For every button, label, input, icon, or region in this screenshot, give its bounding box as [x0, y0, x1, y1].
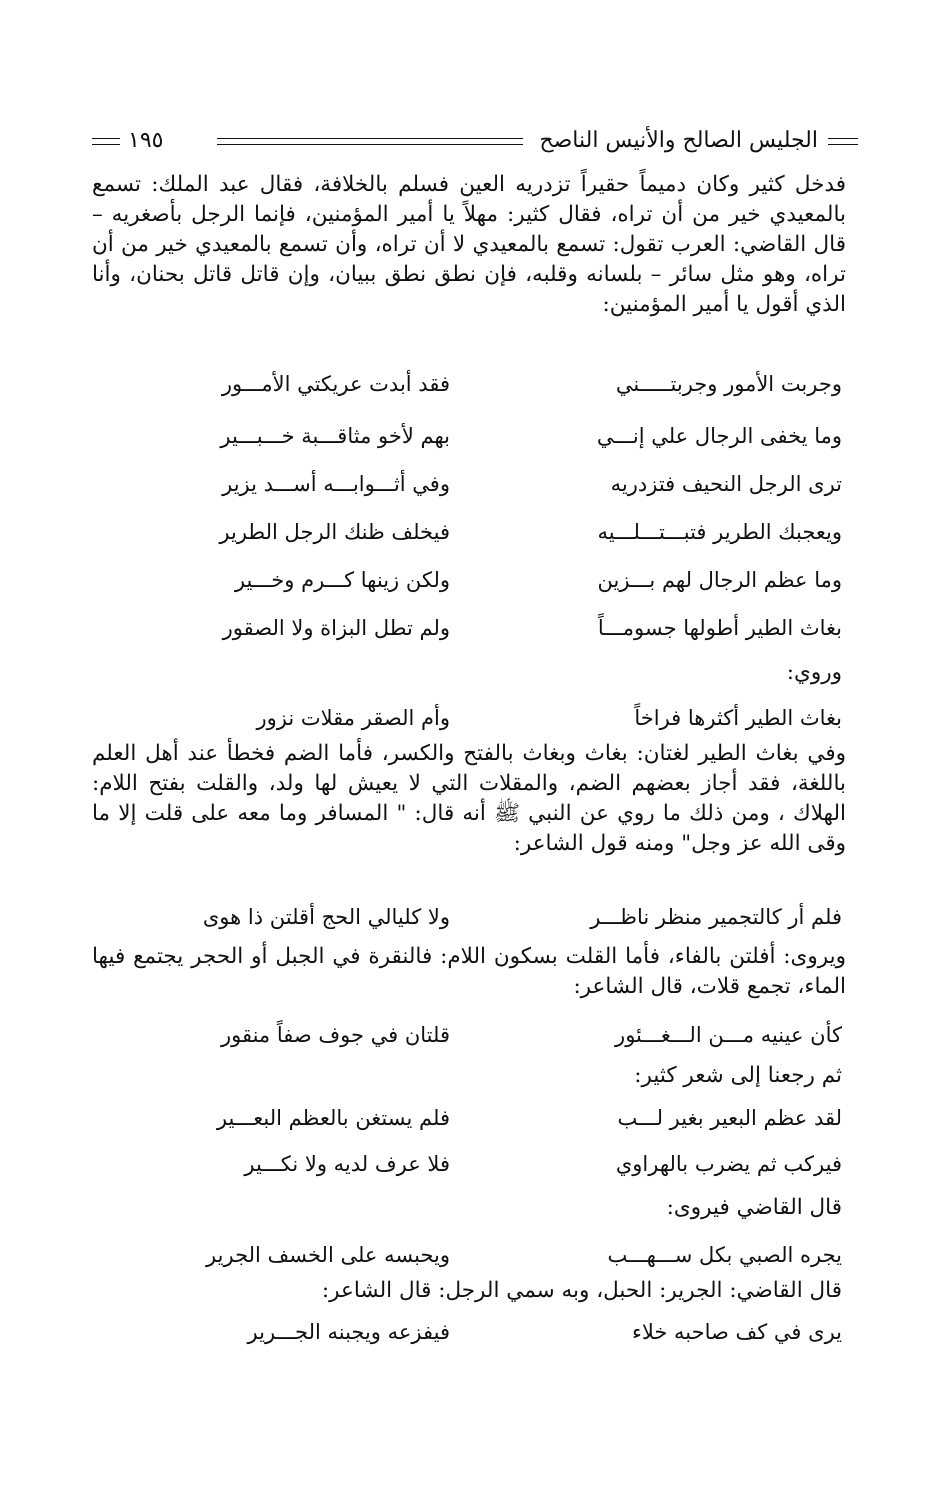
- verse-line: [150, 372, 842, 406]
- verse-first-hemistich: فلم أر كالتجمير منظر ناظـــر: [590, 905, 842, 929]
- verse-first-hemistich: يجره الصبي بكل ســـهـــب: [607, 1243, 842, 1267]
- header-rule: [92, 138, 120, 145]
- verse-intro-label: ثم رجعنا إلى شعر كثير:: [634, 1063, 842, 1088]
- verse-first-hemistich: ويعجبك الطرير فتبـــتـــلـــيه: [597, 520, 842, 544]
- verse-second-hemistich: ويحبسه على الخسف الجرير: [206, 1243, 450, 1267]
- paragraph: [92, 170, 846, 320]
- paragraph-text: فدخل كثير وكان دميماً حقيراً تزدريه العين فسلم بالخلافة، فقال عبد الملك: تسمع بالمعيدي خير من أن تراه، فقال كثير: مهلاً يا أمير المؤمنين، فإنما الرجل بأصغريه – قال القاضي: العرب تقول: تسمع بالمعيدي لا أن تراه، وأن تسمع بالمعيدي خير من أن تراه، وهو مثل سائر – بلسانه وقلبه، فإن نطق نطق ببيان، وإن قاتل قاتل بحنان، وأنا الذي أقول يا أمير المؤمنين:: [92, 172, 846, 317]
- verse-intro-label: قال القاضي فيروى:: [666, 1195, 842, 1220]
- running-header: [92, 122, 858, 162]
- verse-first-hemistich: فيركب ثم يضرب بالهراوي: [615, 1152, 842, 1176]
- verse-line: [150, 520, 842, 554]
- verse-line: [150, 472, 842, 506]
- verse-line: [150, 706, 842, 740]
- page-number: ١٩٥: [128, 128, 164, 153]
- verse-second-hemistich: فيفزعه ويجبنه الجـــرير: [247, 1320, 450, 1344]
- verse-second-hemistich: وفي أثـــوابـــه أســـد يزير: [222, 472, 450, 496]
- verse-second-hemistich: فيخلف ظنك الرجل الطرير: [219, 520, 450, 544]
- verse-second-hemistich: وأم الصقر مقلات نزور: [256, 706, 450, 730]
- verse-line: [150, 424, 842, 458]
- verse-first-hemistich: بغاث الطير أكثرها فراخاً: [634, 706, 842, 730]
- verse-first-hemistich: وجربت الأمور وجربتـــــني: [615, 372, 842, 396]
- verse-line: [150, 568, 842, 602]
- verse-second-hemistich: فلا عرف لديه ولا نكـــير: [244, 1152, 450, 1176]
- verse-first-hemistich: بغاث الطير أطولها جسومـــاً: [597, 616, 842, 640]
- verse-first-hemistich: كأن عينيه مـــن الـــغـــئور: [615, 1023, 842, 1047]
- verse-line: [150, 1152, 842, 1186]
- verse-second-hemistich: قلتان في جوف صفاً منقور: [220, 1023, 450, 1047]
- paragraph-text: وفي بغاث الطير لغتان: بغاث وبغاث بالفتح والكسر، فأما الضم فخطأ عند أهل العلم باللغة، فقد أجاز بعضهم الضم، والمقلات التي لا يعيش لها ولد، والقلت بفتح اللام: الهلاك ، ومن ذلك ما روي عن النبي ﷺ أنه قال: " المسافر وما معه على قلت إلا ما وقى الله عز وجل" ومنه قول الشاعر:: [92, 741, 846, 856]
- verse-first-hemistich: يرى في كف صاحبه خلاء: [631, 1320, 842, 1344]
- verse-second-hemistich: ولا كليالي الحج أقلتن ذا هوى: [202, 905, 450, 929]
- paragraph: [92, 739, 846, 859]
- verse-first-hemistich: وما يخفى الرجال علي إنـــي: [596, 424, 842, 448]
- verse-intro-label: وروي:: [786, 660, 842, 685]
- paragraph-text: ويروى: أفلتن بالفاء، فأما القلت بسكون اللام: فالنقرة في الجبل أو الحجر يجتمع فيها الماء، تجمع قلات، قال الشاعر:: [92, 944, 846, 999]
- verse-line: [150, 1023, 842, 1057]
- verse-second-hemistich: ولم تطل البزاة ولا الصقور: [222, 616, 450, 640]
- verse-intro-label: قال القاضي: الجرير: الحبل، وبه سمي الرجل: قال الشاعر:: [321, 1278, 842, 1303]
- verse-line: [150, 1320, 842, 1354]
- verse-second-hemistich: فلم يستغن بالعظم البعـــير: [216, 1106, 450, 1130]
- header-rule: [217, 138, 523, 145]
- paragraph: [92, 942, 846, 1002]
- verse-line: [150, 905, 842, 939]
- verse-first-hemistich: ترى الرجل النحيف فتزدريه: [610, 472, 842, 496]
- verse-line: [150, 1243, 842, 1277]
- verse-second-hemistich: فقد أبدت عريكتي الأمـــور: [221, 372, 450, 396]
- verse-second-hemistich: بهم لأخو مثاقـــبة خـــبـــير: [220, 424, 450, 448]
- verse-first-hemistich: لقد عظم البعير بغير لـــب: [617, 1106, 842, 1130]
- book-title: الجليس الصالح والأنيس الناصح: [539, 128, 818, 153]
- header-rule: [828, 138, 858, 145]
- verse-line: [150, 1106, 842, 1140]
- verse-first-hemistich: وما عظم الرجال لهم بـــزين: [597, 568, 842, 592]
- verse-second-hemistich: ولكن زينها كـــرم وخـــير: [234, 568, 450, 592]
- verse-line: [150, 616, 842, 650]
